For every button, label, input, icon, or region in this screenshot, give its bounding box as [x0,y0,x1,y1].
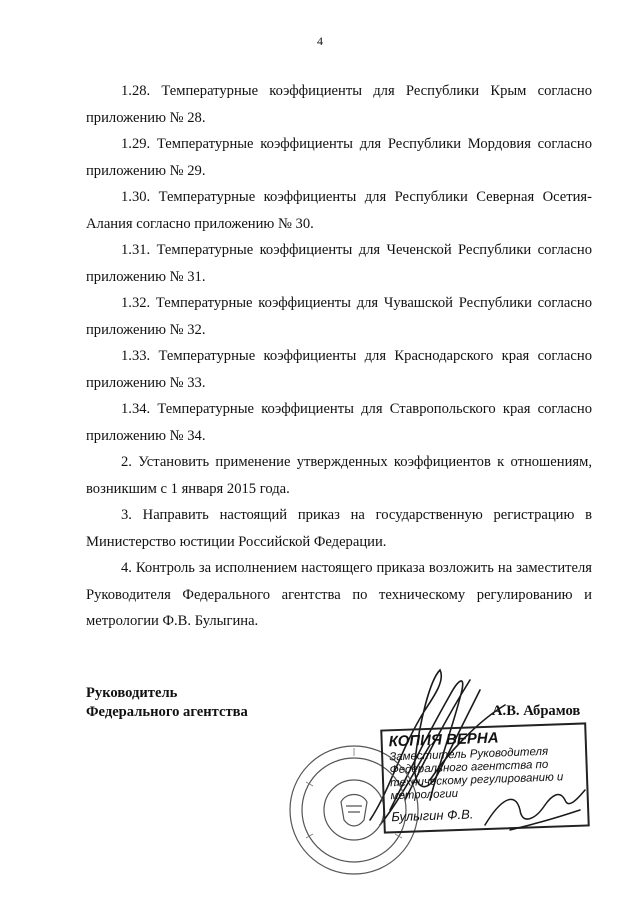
page-number: 4 [317,34,323,48]
paragraph-3: 3. Направить настоящий приказ на государственную регистрацию в Министерство юстиции Российской Федерации. [86,507,592,550]
paragraph-1-34: 1.34. Температурные коэффициенты для Ставропольского края согласно приложению № 34. [86,401,592,444]
stamp-line-2: Федерального агентства по [389,758,549,777]
paragraph-1-28: 1.28. Температурные коэффициенты для Республики Крым согласно приложению № 28. [86,83,592,126]
paragraph-4: 4. Контроль за исполнением настоящего приказа возложить на заместителя Руководителя Федерального агентства по техническому регулированию и метрологии Ф.В. Булыгина. [86,560,592,629]
paragraph-1-30: 1.30. Температурные коэффициенты для Республики Северная Осетия-Алания согласно приложению № 30. [86,189,592,232]
signatory-name: А.В. Абрамов [492,703,581,719]
certified-copy-stamp [380,722,590,833]
paragraph-1-32: 1.32. Температурные коэффициенты для Чувашской Республики согласно приложению № 32. [86,295,592,338]
paragraph-1-29: 1.29. Температурные коэффициенты для Республики Мордовия согласно приложению № 29. [86,136,592,179]
stamp-line-3: техническому регулированию и [389,771,564,790]
signatory-position [86,684,248,722]
order-body [86,78,592,635]
paragraph-2: 2. Установить применение утвержденных коэффициентов к отношениям, возникшим с 1 января 2015 года. [86,454,592,497]
paragraph-1-33: 1.33. Температурные коэффициенты для Краснодарского края согласно приложению № 33. [86,348,592,391]
signatory-position-line2: Федерального агентства [86,704,248,720]
signatory-position-line1: Руководитель [86,685,178,701]
stamp-line-4: метрологии [390,787,459,803]
stamp-line-1: Заместитель Руководителя [389,745,549,764]
paragraph-1-31: 1.31. Температурные коэффициенты для Чеченской Республики согласно приложению № 31. [86,242,592,285]
stamp-title: КОПИЯ ВЕРНА [388,729,499,751]
stamp-signer: Булыгин Ф.В. [391,806,474,825]
